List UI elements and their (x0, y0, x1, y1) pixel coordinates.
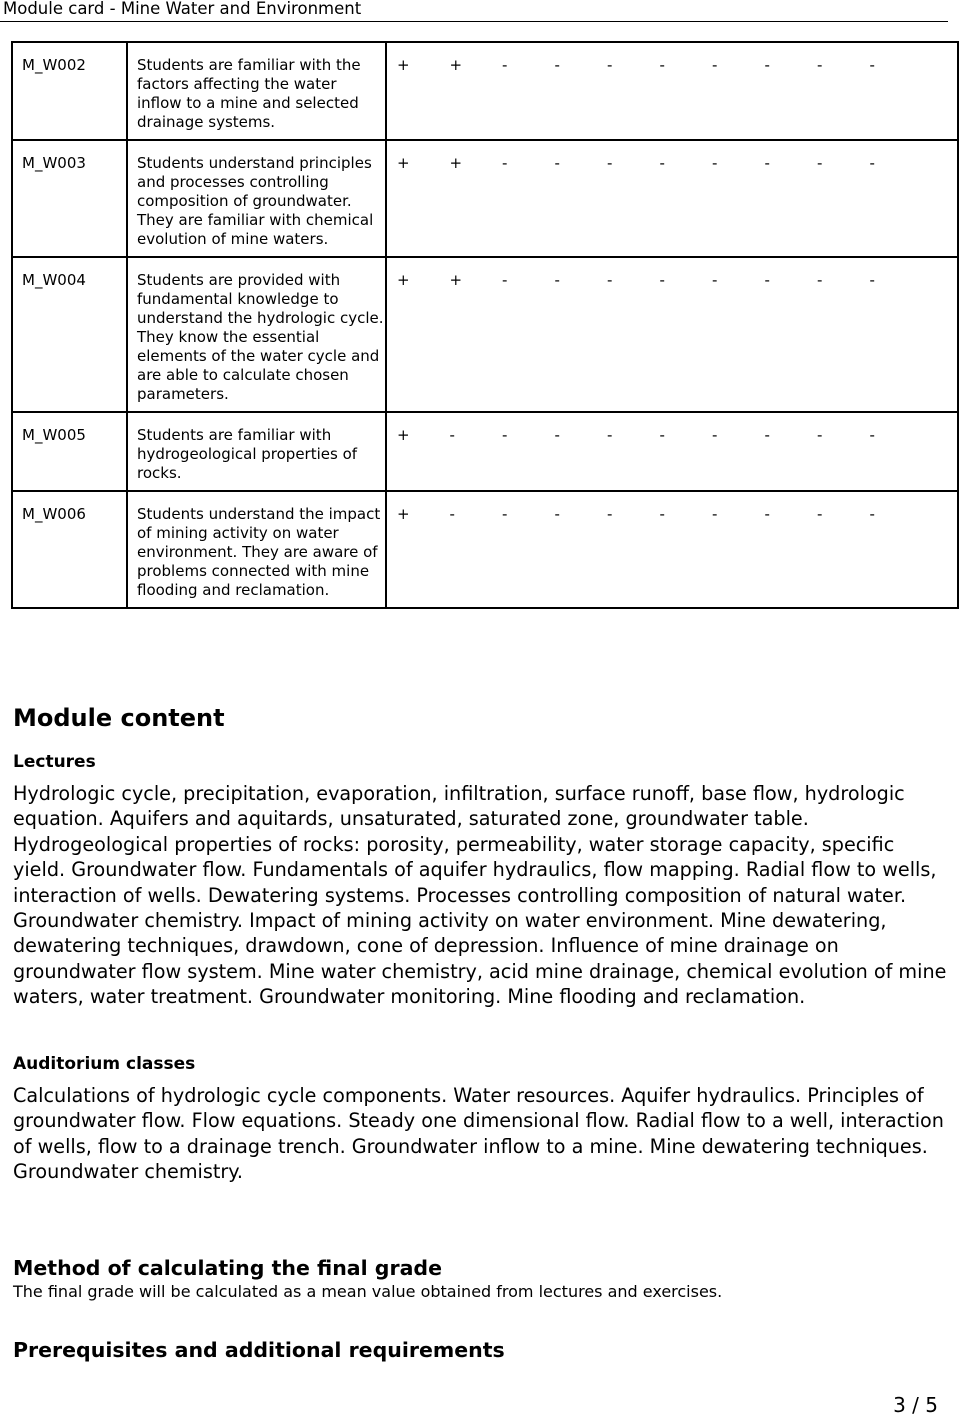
mark-value: - (659, 271, 665, 289)
mark-value: + (397, 271, 410, 289)
page-number: 3 / 5 (893, 1393, 938, 1417)
mark-value: - (817, 56, 823, 74)
mark-value: - (764, 271, 770, 289)
table-row (12, 257, 958, 412)
mark-value: - (869, 271, 875, 289)
outcome-code: M_W005 (12, 412, 127, 491)
mark-value: + (397, 426, 410, 444)
mark-value: - (764, 56, 770, 74)
table-row (12, 140, 958, 257)
lectures-heading: Lectures (13, 752, 96, 772)
mark-value: - (659, 154, 665, 172)
outcome-marks (386, 42, 958, 140)
mark-value: - (449, 426, 455, 444)
outcome-description: Students understand the impact of mining activity on water environment. They are aware of problems connected with mine flooding and reclamation. (127, 491, 386, 608)
mark-value: - (817, 154, 823, 172)
table-row (12, 412, 958, 491)
mark-value: - (502, 505, 508, 523)
mark-value: - (554, 271, 560, 289)
mark-value: - (712, 505, 718, 523)
mark-value: - (764, 505, 770, 523)
mark-value: - (764, 154, 770, 172)
mark-value: - (764, 426, 770, 444)
mark-value: - (607, 426, 613, 444)
table-row (12, 491, 958, 608)
outcome-description: Students are provided with fundamental knowledge to understand the hydrologic cycle. They know the essential elements of the water cycle and are able to calculate chosen parameters. (127, 257, 386, 412)
mark-value: - (817, 426, 823, 444)
mark-value: - (817, 505, 823, 523)
mark-value: + (449, 271, 463, 289)
mark-value: - (554, 505, 560, 523)
mark-value: - (502, 154, 508, 172)
outcome-code: M_W006 (12, 491, 127, 608)
mark-value: - (607, 56, 613, 74)
mark-value: - (607, 271, 613, 289)
mark-value: - (869, 154, 875, 172)
mark-value: + (397, 56, 410, 74)
auditorium-text: Calculations of hydrologic cycle components. Water resources. Aquifer hydraulics. Principles of groundwater flow. Flow equations. Steady one dimensional flow. Radial flow to a well, interaction of wells, flow to a drainage trench. Groundwater inflow to a mine. Mine dewatering techniques. Groundwater chemistry. (13, 1084, 944, 1184)
mark-value: - (607, 154, 613, 172)
grading-text: The final grade will be calculated as a mean value obtained from lectures and exercises. (13, 1282, 723, 1301)
outcome-description: Students are familiar with the factors affecting the water inflow to a mine and selected drainage systems. (127, 42, 386, 140)
outcome-marks (386, 140, 958, 257)
mark-value: - (607, 505, 613, 523)
mark-value: - (869, 56, 875, 74)
mark-value: - (817, 271, 823, 289)
mark-value: - (502, 56, 508, 74)
module-content-heading: Module content (13, 704, 225, 732)
mark-value: - (712, 154, 718, 172)
outcome-marks (386, 412, 958, 491)
outcome-marks (386, 257, 958, 412)
mark-value: - (659, 56, 665, 74)
outcome-description: Students are familiar with hydrogeological properties of rocks. (127, 412, 386, 491)
page-header (0, 0, 948, 22)
mark-value: - (554, 56, 560, 74)
mark-value: - (659, 505, 665, 523)
mark-value: - (712, 56, 718, 74)
mark-value: + (397, 154, 410, 172)
outcome-code: M_W003 (12, 140, 127, 257)
lectures-text: Hydrologic cycle, precipitation, evaporation, infiltration, surface runoff, base flow, hydrologic equation. Aquifers and aquitards, unsaturated, saturated zone, groundwater table. Hydrogeological properties of rocks: porosity, permeability, water storage capacity, specific yield. Groundwater flow. Fundamentals of aquifer hydraulics, flow mapping. Radial flow to wells, interaction of wells. Dewatering systems. Processes controlling composition of natural water. Groundwater chemistry. Impact of mining activity on water environment. Mine dewatering, dewatering techniques, drawdown, cone of depression. Influence of mine drainage on groundwater flow system. Mine water chemistry, acid mine drainage, chemical evolution of mine waters, water treatment. Groundwater monitoring. Mine flooding and reclamation. (13, 782, 947, 1009)
mark-value: - (659, 426, 665, 444)
mark-value: - (554, 154, 560, 172)
learning-outcomes-table (11, 41, 959, 609)
outcome-code: M_W004 (12, 257, 127, 412)
table-row (12, 42, 958, 140)
mark-value: - (554, 426, 560, 444)
mark-value: + (449, 154, 463, 172)
mark-value: - (869, 505, 875, 523)
mark-value: - (712, 271, 718, 289)
outcome-marks (386, 491, 958, 608)
prerequisites-heading: Prerequisites and additional requirements (13, 1338, 505, 1362)
document-title: Module card - Mine Water and Environment (3, 0, 362, 18)
mark-value: - (712, 426, 718, 444)
mark-value: - (869, 426, 875, 444)
auditorium-heading: Auditorium classes (13, 1054, 196, 1074)
outcome-code: M_W002 (12, 42, 127, 140)
mark-value: + (449, 56, 463, 74)
mark-value: + (397, 505, 410, 523)
mark-value: - (502, 426, 508, 444)
mark-value: - (449, 505, 455, 523)
outcome-description: Students understand principles and processes controlling composition of groundwater. They are familiar with chemical evolution of mine waters. (127, 140, 386, 257)
grading-heading: Method of calculating the final grade (13, 1256, 442, 1280)
mark-value: - (502, 271, 508, 289)
